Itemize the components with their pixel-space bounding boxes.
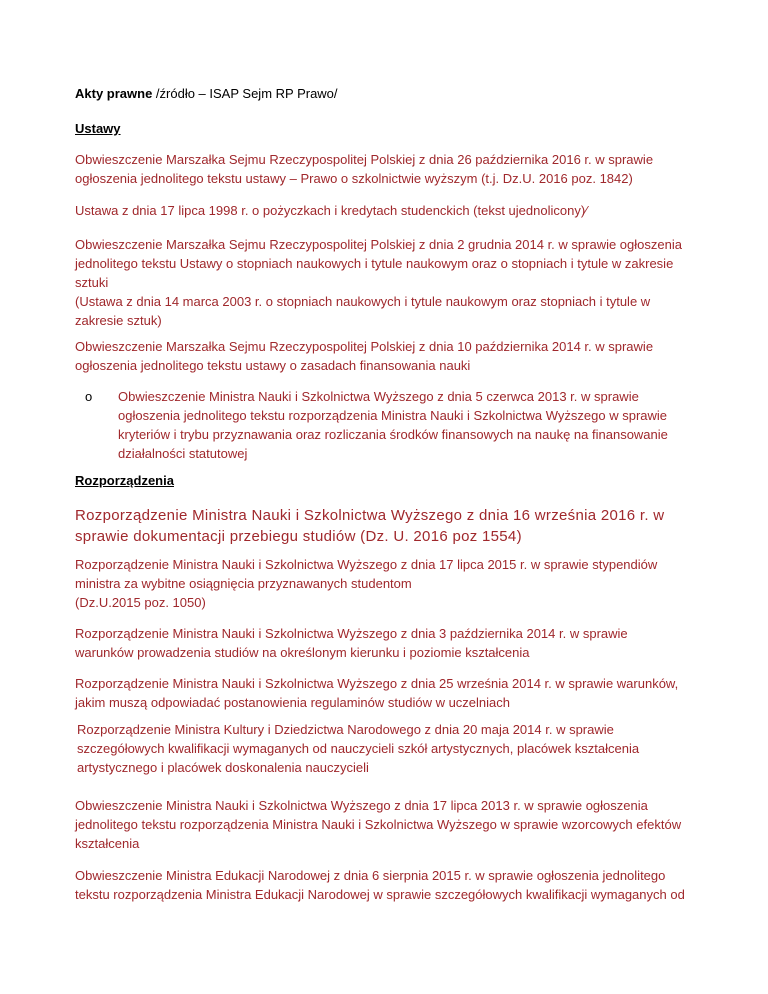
ustawy-link-2[interactable] — [75, 201, 685, 220]
rozporzadzenia-link-2[interactable] — [75, 555, 685, 612]
rozporzadzenia-link-2-text[interactable]: Rozporządzenie Ministra Nauki i Szkolnictwa Wyższego z dnia 17 lipca 2015 r. w sprawie stypendiów ministra za wybitne osiągnięcia przyznawanych studentom — [75, 557, 658, 591]
document-title — [75, 84, 685, 103]
rozporzadzenia-link-5-text[interactable]: Rozporządzenie Ministra Kultury i Dziedzictwa Narodowego z dnia 20 maja 2014 r. w sprawie szczegółowych kwalifikacji wymaganych od nauczycieli szkół artystycznych, placówek kształcenia artystycznego i placówek doskonalenia nauczycieli — [77, 722, 640, 775]
ustawy-link-3-note[interactable]: (Ustawa z dnia 14 marca 2003 r. o stopniach naukowych i tytule naukowym oraz stopniach i tytule w zakresie sztuk) — [75, 294, 651, 328]
rozporzadzenia-link-1[interactable] — [75, 505, 693, 547]
rozporzadzenia-link-3-text[interactable]: Rozporządzenie Ministra Nauki i Szkolnictwa Wyższego z dnia 3 października 2014 r. w sprawie warunków prowadzenia studiów na określonym kierunku i poziomie kształcenia — [75, 626, 628, 660]
rozporzadzenia-link-7-text[interactable]: Obwieszczenie Ministra Edukacji Narodowej z dnia 6 sierpnia 2015 r. w sprawie ogłoszenia jednolitego tekstu rozporządzenia Ministra Edukacji Narodowej w sprawie szczegółowych kwalifikacji wymaganych od — [75, 868, 685, 902]
ustawy-link-4-text[interactable]: Obwieszczenie Marszałka Sejmu Rzeczypospolitej Polskiej z dnia 10 października 2014 r. w sprawie ogłoszenia jednolitego tekstu ustawy o zasadach finansowania nauki — [75, 339, 654, 373]
ustawy-link-3[interactable] — [75, 235, 685, 330]
ustawy-link-1-text[interactable]: Obwieszczenie Marszałka Sejmu Rzeczypospolitej Polskiej z dnia 26 października 2016 r. w sprawie ogłoszenia jednolitego tekstu ustawy – Prawo o szkolnictwie wyższym (t.j. Dz.U. 2016 poz. 1842) — [75, 152, 654, 186]
rozporzadzenia-link-3[interactable] — [75, 624, 685, 662]
rozporzadzenia-link-4[interactable] — [75, 674, 685, 712]
document-title-source: /źródło – ISAP Sejm RP Prawo/ — [152, 86, 338, 101]
rozporzadzenia-link-7[interactable] — [75, 866, 685, 904]
rozporzadzenia-link-6-text[interactable]: Obwieszczenie Ministra Nauki i Szkolnictwa Wyższego z dnia 17 lipca 2013 r. w sprawie ogłoszenia jednolitego tekstu rozporządzenia Ministra Nauki i Szkolnictwa Wyższego w sprawie wzorcowych efektów kształcenia — [75, 798, 682, 851]
ustawy-link-3-text[interactable]: Obwieszczenie Marszałka Sejmu Rzeczypospolitej Polskiej z dnia 2 grudnia 2014 r. w sprawie ogłoszenia jednolitego tekstu Ustawy o stopniach naukowych i tytule naukowym oraz o stopniach i tytule w zakresie sztuki — [75, 237, 682, 290]
rozporzadzenia-link-5[interactable] — [77, 720, 687, 777]
section-heading-ustawy: Ustawy — [75, 121, 121, 136]
bullet-marker: o — [85, 389, 93, 404]
ustawy-link-1[interactable] — [75, 150, 685, 188]
ustawy-sublist-link-text[interactable]: Obwieszczenie Ministra Nauki i Szkolnictwa Wyższego z dnia 5 czerwca 2013 r. w sprawie ogłoszenia jednolitego tekstu rozporządzenia Ministra Nauki i Szkolnictwa Wyższego w sprawie kryteriów i trybu przyznawania oraz rozliczania środków finansowych na naukę na finansowanie działalności statutowej — [118, 389, 668, 461]
rozporzadzenia-link-6[interactable] — [75, 796, 685, 853]
rozporzadzenia-link-1-text[interactable]: Rozporządzenie Ministra Nauki i Szkolnictwa Wyższego z dnia 16 września 2016 r. w sprawie dokumentacji przebiegu studiów (Dz. U. 2016 poz 1554) — [75, 507, 665, 545]
document-title-bold: Akty prawne — [75, 86, 153, 101]
ustawy-link-4[interactable] — [75, 337, 685, 375]
ustawy-sublist-link[interactable] — [118, 387, 678, 463]
rozporzadzenia-link-2-note[interactable]: (Dz.U.2015 poz. 1050) — [75, 595, 206, 610]
section-heading-rozporzadzenia: Rozporządzenia — [75, 473, 174, 488]
rozporzadzenia-link-4-text[interactable]: Rozporządzenie Ministra Nauki i Szkolnictwa Wyższego z dnia 25 września 2014 r. w sprawie warunków, jakim muszą odpowiadać postanowienia regulaminów studiów w uczelniach — [75, 676, 679, 710]
ustawy-link-2-text[interactable]: Ustawa z dnia 17 lipca 1998 r. o pożyczkach i kredytach studenckich (tekst ujednolicony)⁄ — [75, 203, 588, 218]
